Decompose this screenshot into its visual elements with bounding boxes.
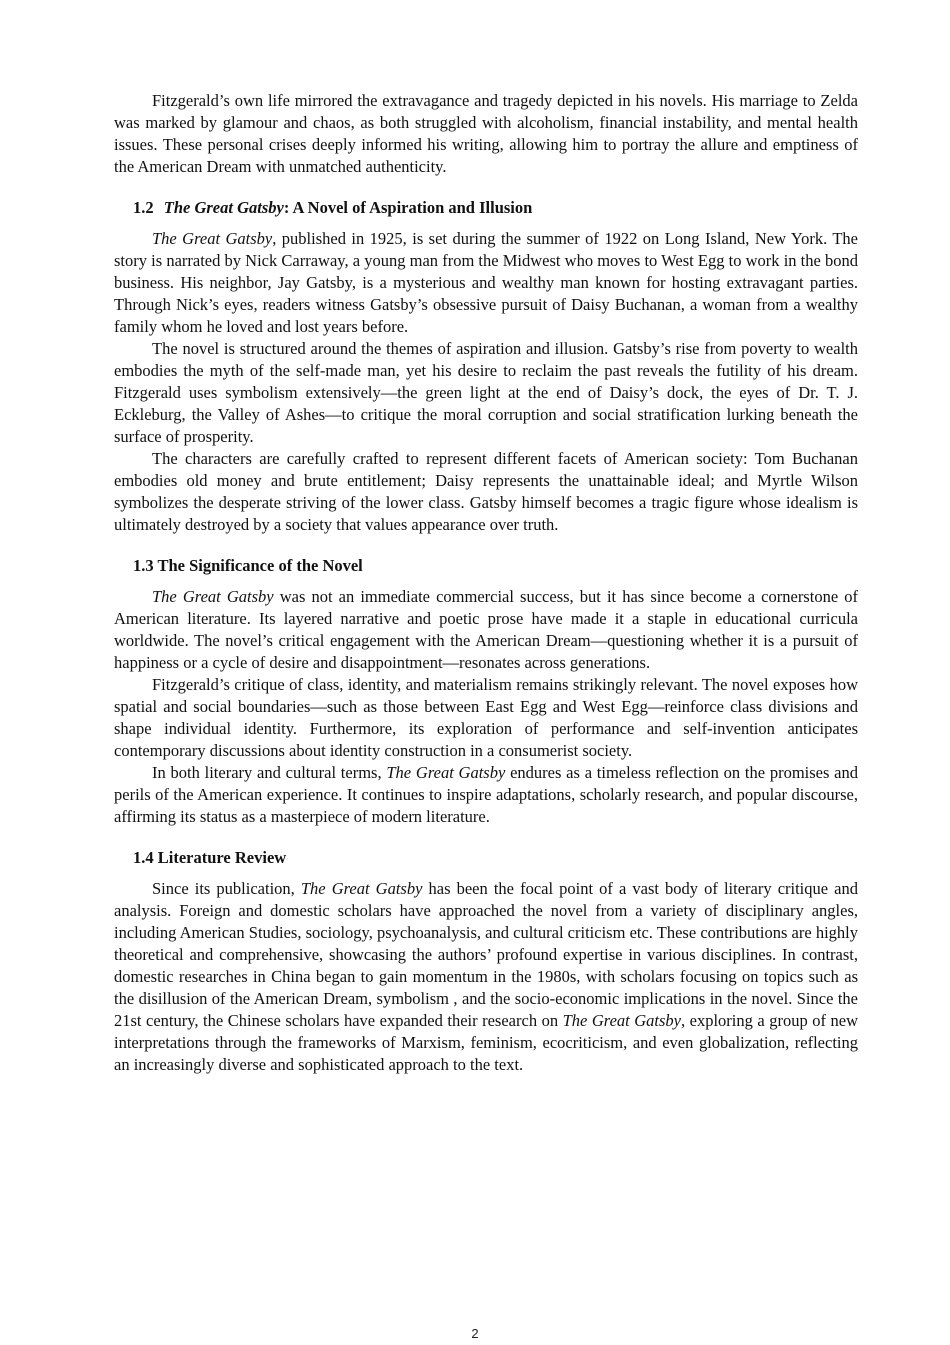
section-heading-1-2 [114,197,858,219]
paragraph-text: In both literary and cultural terms, [152,763,387,782]
section-heading-1-3: 1.3 The Significance of the Novel [133,556,363,575]
book-title: The Great Gatsby [300,879,423,898]
page-number: 2 [471,1326,479,1341]
section-1-3-paragraph-1 [114,586,858,674]
section-1-2-paragraph-1 [114,228,858,338]
paragraph-text: , published in 1925, is set during the summer of 1922 on Long Island, New York. The story is narrated by Nick Carraway, a young man from the Midwest who moves to West Egg to work in the bond business. His neighbor, Jay Gatsby, is a mysterious and wealthy man known for hosting extravagant parties. Through Nick’s eyes, readers witness Gatsby’s obsessive pursuit of Daisy Buchanan, a woman from a wealthy family whom he loved and lost years before. [114,229,858,336]
book-title: The Great Gatsby [386,763,506,782]
section-1-4-paragraph-1 [114,878,858,1076]
section-1-3-paragraph-3 [114,762,858,828]
intro-paragraph: Fitzgerald’s own life mirrored the extravagance and tragedy depicted in his novels. His marriage to Zelda was marked by glamour and chaos, as both struggled with alcoholism, financial instability, and mental health issues. These personal crises deeply informed his writing, allowing him to portray the allure and emptiness of the American Dream with unmatched authenticity. [114,91,858,176]
section-1-2-paragraph-3: The characters are carefully crafted to represent different facets of American society: Tom Buchanan embodies old money and brute entitlement; Daisy represents the unattainable ideal; and Myrtle Wilson symbolizes the desperate striving of the lower class. Gatsby himself becomes a tragic figure whose idealism is ultimately destroyed by a society that values appearance over truth. [114,449,858,534]
book-title: The Great Gatsby [152,229,273,248]
heading-subtitle: : A Novel of Aspiration and Illusion [283,198,533,217]
paragraph-text: was not an immediate commercial success, but it has since become a cornerstone of American literature. Its layered narrative and poetic prose have made it a staple in educational curricula worldwide. The novel’s critical engagement with the American Dream—questioning whether it is a pursuit of happiness or a cycle of desire and disappointment—resonates across generations. [114,587,858,672]
section-1-2-paragraph-2: The novel is structured around the themes of aspiration and illusion. Gatsby’s rise from poverty to wealth embodies the myth of the self-made man, yet his desire to reclaim the past reveals the futility of his dream. Fitzgerald uses symbolism extensively—the green light at the end of Daisy’s dock, the eyes of Dr. T. J. Eckleburg, the Valley of Ashes—to critique the moral corruption and social stratification lurking beneath the surface of prosperity. [114,339,858,446]
book-title: The Great Gatsby [152,587,274,606]
document-page [114,90,858,1076]
paragraph-text: , exploring a group of new interpretations through the frameworks of Marxism, feminism, ecocriticism, and even globalization, reflecting an increasingly diverse and sophisticated approach to the text. [114,1011,858,1074]
paragraph-text: endures as a timeless reflection on the promises and perils of the American experience. It continues to inspire adaptations, scholarly research, and popular discourse, affirming its status as a masterpiece of modern literature. [114,763,859,826]
section-number: 1.2 [133,198,154,217]
section-1-3-paragraph-2: Fitzgerald’s critique of class, identity, and materialism remains strikingly relevant. The novel exposes how spatial and social boundaries—such as those between East Egg and West Egg—reinforce class divisions and shape individual identity. Furthermore, its exploration of performance and self-invention anticipates contemporary discussions about identity construction in a consumerist society. [114,675,858,760]
section-heading-1-4: 1.4 Literature Review [133,848,287,867]
paragraph-text: Since its publication, [152,879,301,898]
heading-book-title: The Great Gatsby [163,198,284,217]
book-title: The Great Gatsby [562,1011,682,1030]
paragraph-text: has been the focal point of a vast body of literary critique and analysis. Foreign and domestic scholars have approached the novel from a variety of disciplinary angles, including American Studies, sociology, psychoanalysis, and cultural criticism etc. These contributions are highly theoretical and comprehensive, showcasing the authors’ profound expertise in various disciplines. In contrast, domestic researches in China began to gain momentum in the 1980s, with scholars focusing on topics such as the disillusion of the American Dream, symbolism , and the socio-economic implications in the novel. Since the 21st century, the Chinese scholars have expanded their research on [114,879,858,1030]
